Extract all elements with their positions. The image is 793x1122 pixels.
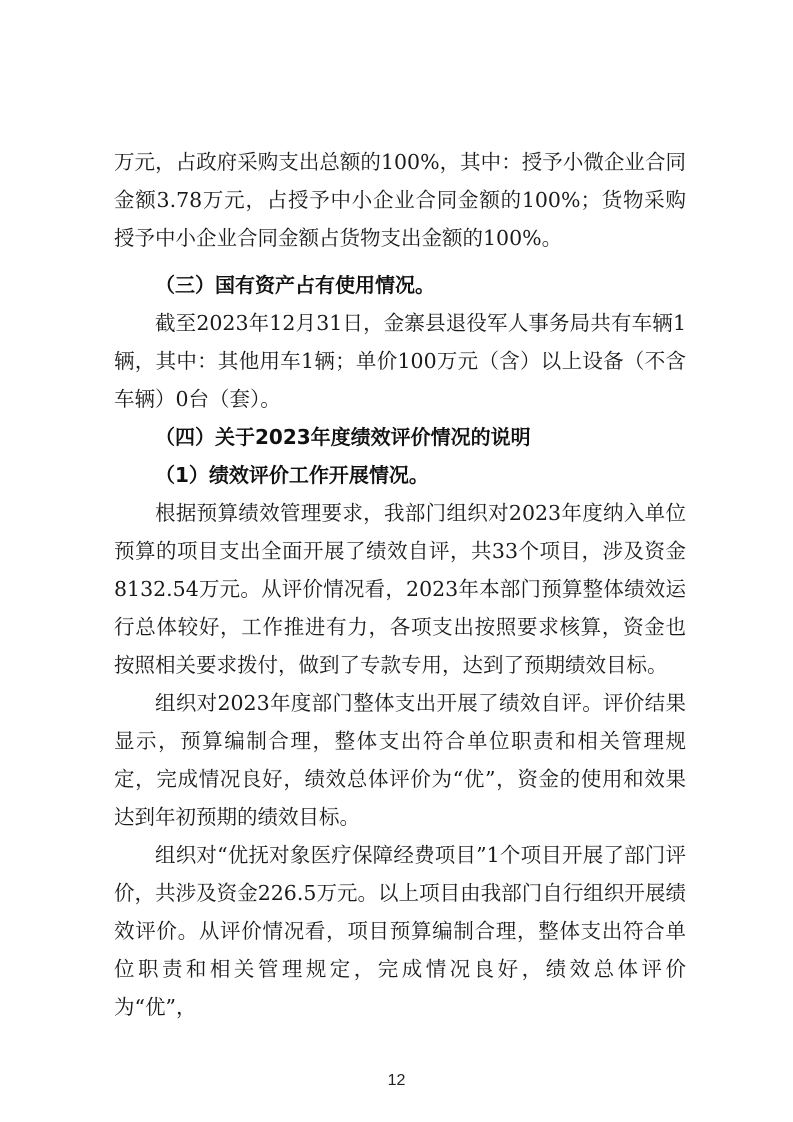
paragraph-procurement-continued: 万元，占政府采购支出总额的100%，其中：授予小微企业合同金额3.78万元，占授予中小企业合同金额的100%；货物采购授予中小企业合同金额占货物支出金额的100%。 bbox=[114, 150, 686, 250]
subsection-heading-evaluation-work: （1）绩效评价工作开展情况。 bbox=[155, 463, 429, 487]
paragraph-department-evaluation: 组织对“优抚对象医疗保障经费项目”1个项目开展了部门评价，共涉及资金226.5万元。以上项目由我部门自行组织开展绩效评价。从评价情况看，项目预算编制合理，整体支出符合单位职责和相关管理规定，完成情况良好，绩效总体评价为“优”， bbox=[114, 843, 686, 1019]
section-heading-performance-evaluation: （四）关于2023年度绩效评价情况的说明 bbox=[155, 425, 531, 449]
document-body bbox=[114, 143, 686, 1026]
page-number: 12 bbox=[387, 1072, 406, 1089]
paragraph-state-assets: 截至2023年12月31日，金寨县退役军人事务局共有车辆1辆，其中：其他用车1辆；单价100万元（含）以上设备（不含车辆）0台（套）。 bbox=[114, 311, 686, 411]
paragraph-overall-expenditure-evaluation: 组织对2023年度部门整体支出开展了绩效自评。评价结果显示，预算编制合理，整体支出符合单位职责和相关管理规定，完成情况良好，绩效总体评价为“优”，资金的使用和效果达到年初预期的绩效目标。 bbox=[114, 691, 686, 829]
paragraph-project-self-evaluation: 根据预算绩效管理要求，我部门组织对2023年度纳入单位预算的项目支出全面开展了绩效自评，共33个项目，涉及资金8132.54万元。从评价情况看，2023年本部门预算整体绩效运行总体较好，工作推进有力，各项支出按照要求核算，资金也按照相关要求拨付，做到了专款专用，达到了预期绩效目标。 bbox=[114, 501, 686, 677]
section-heading-state-assets: （三）国有资产占有使用情况。 bbox=[155, 273, 435, 297]
